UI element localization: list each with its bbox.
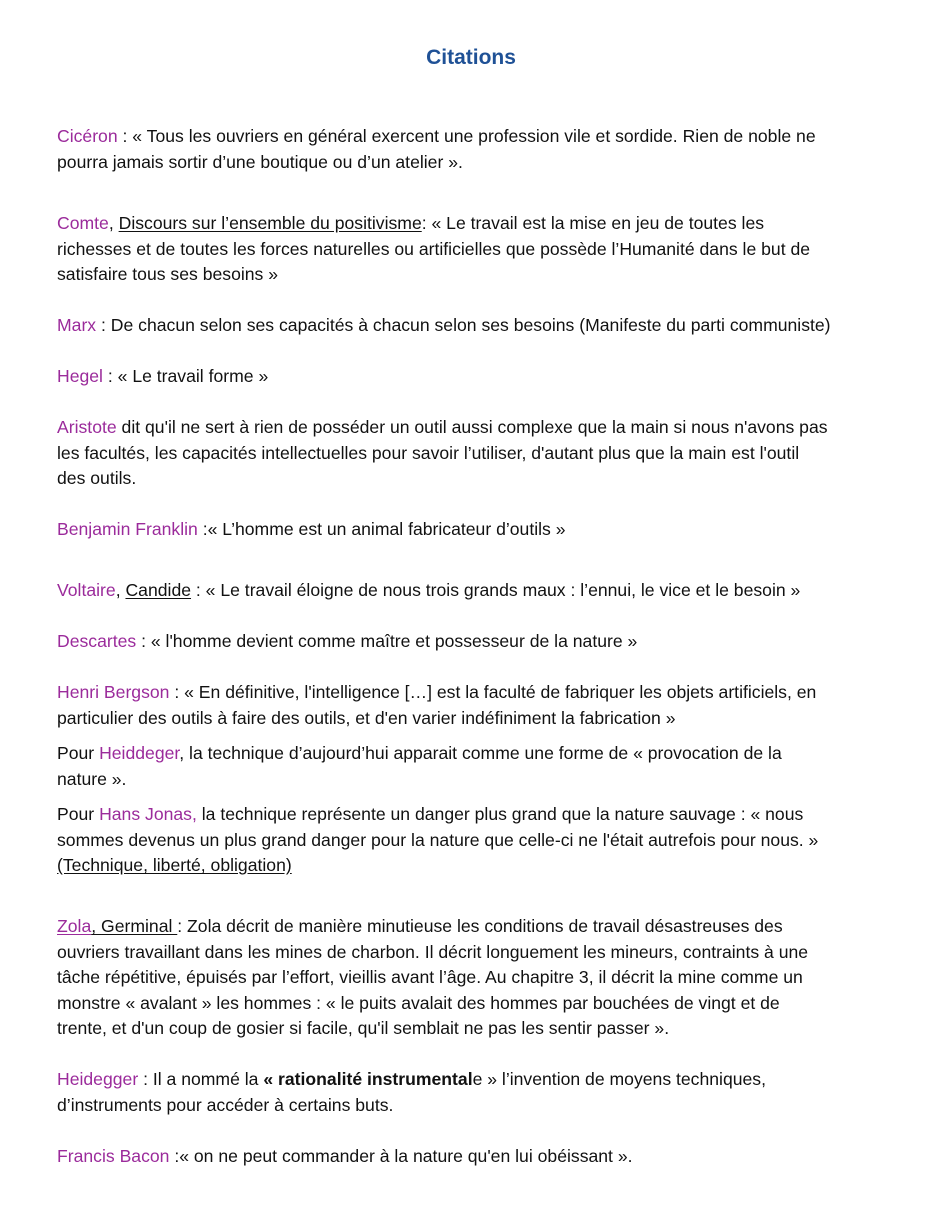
citation-text: des outils. [57, 468, 137, 488]
citation-text: : Zola décrit de manière minutieuse les conditions de travail désastreuses des [177, 916, 783, 936]
citation-franklin [57, 517, 897, 543]
citation-aristote [57, 415, 897, 492]
citation-text: e » l’invention de moyens techniques, [472, 1069, 766, 1089]
citation-text: satisfaire tous ses besoins » [57, 264, 279, 284]
author-name: Heiddeger [99, 743, 180, 763]
separator: , [108, 213, 119, 233]
citation-heidegger [57, 1067, 897, 1118]
citation-text: particulier des outils à faire des outils, et d'en varier indéfiniment la fabrication » [57, 707, 676, 728]
citation-text: la technique représente un danger plus grand que la nature sauvage : « nous [196, 804, 804, 824]
page-title: Citations [426, 46, 516, 69]
author-name: Benjamin Franklin [57, 519, 198, 539]
author-name: Comte [57, 213, 109, 233]
author-name: Heidegger [57, 1069, 139, 1089]
citation-text: pourra jamais sortir d’une boutique ou d’un atelier ». [57, 151, 463, 172]
citation-zola [57, 914, 897, 1042]
citation-text: :« on ne peut commander à la nature qu'en lui obéissant ». [169, 1146, 633, 1166]
citation-hegel [57, 364, 897, 390]
citation-prefix: Pour [57, 804, 100, 824]
citation-text: : De chacun selon ses capacités à chacun selon ses besoins (Manifeste du parti communiste) [96, 315, 831, 335]
separator: , [91, 916, 102, 936]
citation-text: : « l'homme devient comme maître et possesseur de la nature » [136, 631, 638, 651]
citation-text: nature ». [57, 768, 127, 789]
work-title: Candide [125, 580, 192, 600]
citation-voltaire [57, 578, 897, 604]
author-name: Aristote [57, 417, 117, 437]
author-name: Francis Bacon [57, 1146, 170, 1166]
citation-bergson [57, 680, 897, 731]
author-name: Descartes [57, 631, 137, 651]
citation-text: sommes devenus un plus grand danger pour la nature que celle-ci ne l'était autrefois pour nous. » [57, 829, 819, 850]
work-title: Discours sur l’ensemble du positivisme [118, 213, 422, 233]
citation-text: les facultés, les capacités intellectuelles pour savoir l’utiliser, d'autant plus que la main est l'outil [57, 442, 800, 463]
citation-heiddeger [57, 741, 897, 792]
author-name: Zola [57, 916, 92, 936]
citation-bacon [57, 1144, 897, 1170]
citation-prefix: Pour [57, 743, 100, 763]
citation-source: (Technique, liberté, obligation) [57, 855, 292, 875]
citation-text: monstre « avalant » les hommes : « le puits avalait des hommes par bouchées de vingt et de [57, 992, 780, 1013]
citation-text: d’instruments pour accéder à certains buts. [57, 1094, 394, 1115]
citation-descartes [57, 629, 897, 655]
work-title: Germinal [101, 916, 178, 936]
author-name: Marx [57, 315, 97, 335]
citation-text: : « Le travail forme » [102, 366, 269, 386]
citation-ciceron [57, 124, 897, 175]
author-name: Cicéron [57, 126, 118, 146]
citation-text: : « Le travail éloigne de nous trois grands maux : l’ennui, le vice et le besoin » [191, 580, 801, 600]
citation-text: dit qu'il ne sert à rien de posséder un outil aussi complexe que la main si nous n'avons pas [116, 417, 828, 437]
author-name: Henri Bergson [57, 682, 170, 702]
citation-text: : « Tous les ouvriers en général exercent une profession vile et sordide. Rien de noble ne [117, 126, 816, 146]
citation-marx [57, 313, 897, 339]
citation-text: trente, et d'un coup de gosier si facile, qu'il semblait ne pas les sentir passer ». [57, 1018, 670, 1038]
citation-text: ouvriers travaillant dans les mines de charbon. Il décrit longuement les mineurs, contraints à une [57, 941, 809, 962]
citation-text: :« L’homme est un animal fabricateur d’outils » [197, 519, 566, 539]
citation-text: richesses et de toutes les forces naturelles ou artificielles que possède l’Humanité dans le but de [57, 238, 811, 259]
citation-text: : « En définitive, l'intelligence […] est la faculté de fabriquer les objets artificiels, en [169, 682, 817, 702]
separator: , [115, 580, 126, 600]
citation-text: tâche répétitive, épuisés par l’effort, vieillis avant l’âge. Au chapitre 3, il décrit la mine comme un [57, 967, 803, 987]
author-name: Voltaire [57, 580, 116, 600]
citation-jonas [57, 802, 897, 879]
author-name: Hegel [57, 366, 103, 386]
author-name: Hans Jonas, [99, 804, 197, 824]
bold-term: « rationalité instrumental [263, 1069, 473, 1089]
citation-comte [57, 211, 897, 288]
citation-text: : « Le travail est la mise en jeu de toutes les [421, 213, 765, 233]
citation-text: : Il a nommé la [138, 1069, 264, 1089]
citation-text: , la technique d’aujourd’hui apparait comme une forme de « provocation de la [179, 743, 782, 763]
